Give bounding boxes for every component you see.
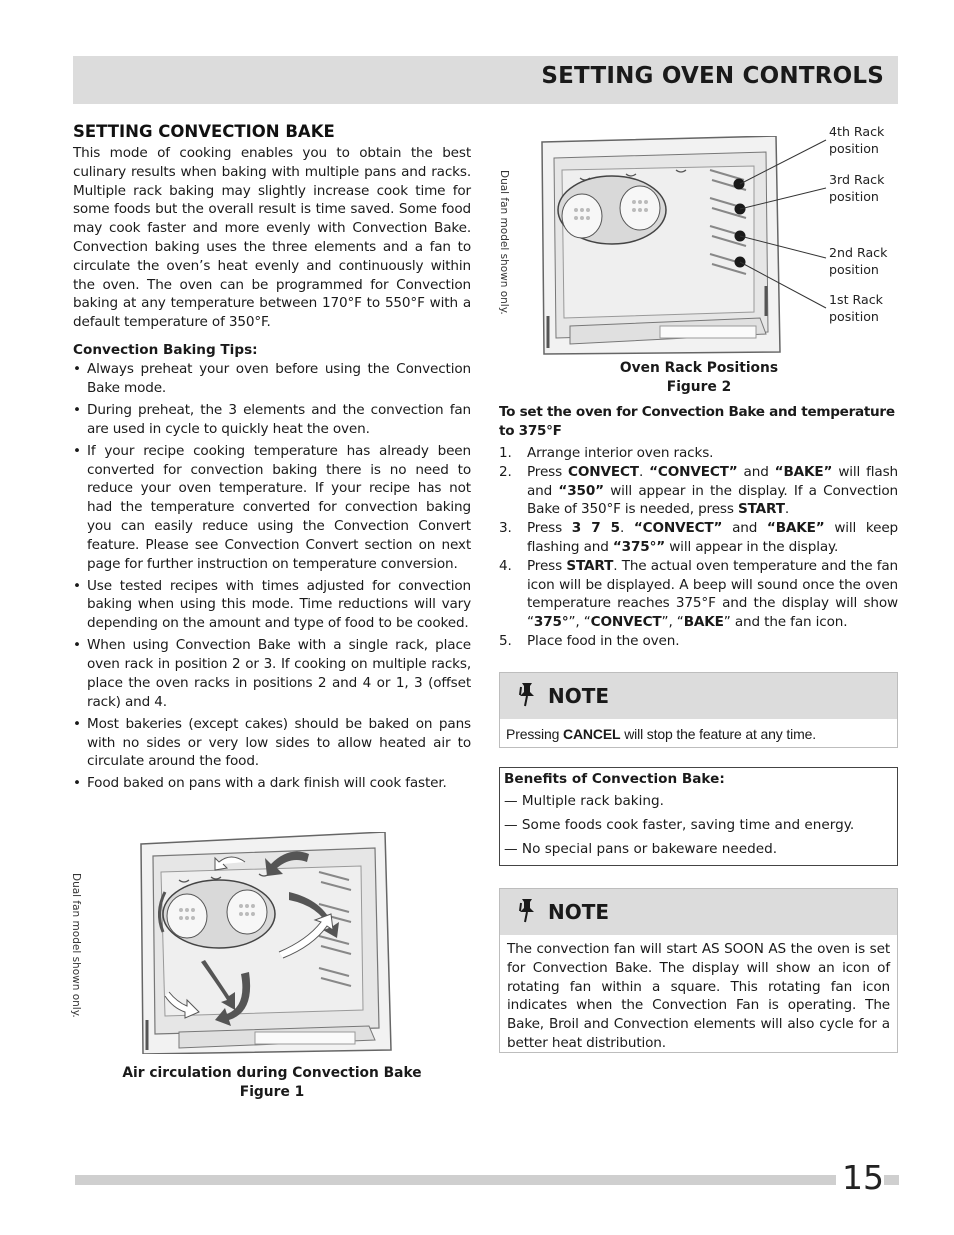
- bold-text: 3 7 5: [571, 520, 620, 537]
- tip-item: [73, 636, 471, 711]
- figure-1-air-circulation-illustration: [139, 832, 394, 1054]
- note-box-cancel: [499, 672, 898, 748]
- page-title: SETTING OVEN CONTROLS: [541, 63, 884, 89]
- tip-text: If your recipe cooking temperature has already been converted for convection baking there is no need to reduce your oven temperature. If your recipe has not had the temperature converted for convection baking you can easily reduce using the Convection Convert feature. Please see Convection Convert section on next page for further instruction on temperature conversion.: [87, 442, 471, 572]
- text-run: will stop the feature at any time.: [620, 726, 816, 742]
- step-number: 4.: [499, 557, 512, 574]
- tip-text: Always preheat your oven before using the Convection Bake mode.: [87, 360, 471, 396]
- bold-text: START: [737, 501, 785, 518]
- bullet-icon: •: [73, 442, 81, 459]
- tip-item: [73, 360, 471, 398]
- text-run: ”, “: [568, 614, 591, 631]
- figure-2-caption-title: Oven Rack Positions: [619, 360, 779, 376]
- tip-text: When using Convection Bake with a single rack, place oven rack in position 2 or 3. If cooking on multiple racks, place the oven racks in positions 2 and 4 or 1, 3 (offset rack) and 4.: [87, 637, 471, 710]
- note-header: [500, 889, 897, 935]
- rack-label-3rd-line1: 3rd Rack: [829, 172, 885, 187]
- figure-1-caption-title: Air circulation during Convection Bake: [122, 1065, 422, 1081]
- rack-label-3rd: [829, 171, 884, 205]
- bold-text: 375°: [533, 614, 569, 631]
- tip-item: [73, 401, 471, 439]
- text-run: will keep flashing and: [527, 520, 899, 555]
- note-box-convection-fan: [499, 888, 898, 1053]
- figure-1-caption: [100, 1064, 444, 1102]
- text-run: and: [722, 520, 767, 537]
- tip-text: During preheat, the 3 elements and the convection fan are used in cycle to quickly heat the oven.: [87, 401, 471, 437]
- text-run: . The actual oven temperature and the fan icon will be displayed. A beep will sound once the oven temperature reaches 375°F and the display will show “: [527, 557, 898, 631]
- figure-2-side-note: Dual fan model shown only.: [498, 170, 510, 315]
- note-body: The convection fan will start AS SOON AS the oven is set for Convection Bake. The display will show an icon of rotating fan within a square. This rotating fan icon indicates when the Convection Fan is operating. The Bake, Broil and Convection elements will also cycle for a better heat distribution.: [507, 941, 890, 1051]
- bold-text: CONVECT: [568, 463, 639, 480]
- rack-label-1st: [829, 291, 883, 325]
- bold-text: START: [566, 557, 614, 574]
- benefit-item: — Some foods cook faster, saving time and energy.: [504, 816, 855, 833]
- text-run: .: [784, 501, 790, 518]
- steps-list: [499, 444, 898, 651]
- pushpin-icon: [516, 897, 538, 927]
- pushpin-icon: [516, 681, 538, 711]
- figure-2-caption: [599, 359, 799, 397]
- rack-label-3rd-line2: position: [829, 189, 879, 204]
- tip-item: [73, 442, 471, 574]
- text-run: .: [619, 520, 634, 537]
- step-item: [499, 557, 898, 632]
- text-run: ”, “: [661, 614, 684, 631]
- rack-leader-lines: [730, 130, 830, 330]
- rack-label-2nd-line1: 2nd Rack: [829, 245, 888, 260]
- text-run: .: [638, 463, 650, 480]
- intro-paragraph: This mode of cooking enables you to obtain the best culinary results when baking with multiple pans and racks. Multiple rack baking may slightly increase cook time for some foods but the overall result is time saved. Some food may cook faster and more evenly with Convection Bake. Convection baking uses the three elements and a fan to circulate the oven’s heat evenly and continuously within the oven. The oven can be programmed for Convection baking at any temperature between 170°F to 550°F with a default temperature of 350°F.: [73, 145, 471, 331]
- step-number: 1.: [499, 445, 512, 461]
- benefits-title: Benefits of Convection Bake:: [504, 771, 725, 787]
- bold-text: “CONVECT”: [649, 463, 738, 480]
- tip-text: Food baked on pans with a dark finish will cook faster.: [87, 775, 447, 792]
- left-column: [73, 122, 471, 797]
- tip-item: [73, 774, 471, 793]
- bullet-icon: •: [73, 637, 81, 654]
- rack-label-4th-line2: position: [829, 141, 879, 156]
- section-title: SETTING CONVECTION BAKE: [73, 122, 335, 141]
- bullet-icon: •: [73, 360, 81, 377]
- step-number: 2.: [499, 463, 512, 480]
- text-run: Arrange interior oven racks.: [527, 445, 714, 461]
- text-run: will appear in the display.: [665, 538, 839, 555]
- step-item: [499, 519, 898, 557]
- bullet-icon: •: [73, 401, 81, 418]
- note-heading: NOTE: [548, 684, 610, 708]
- rack-label-4th: [829, 123, 884, 157]
- benefit-item: — Multiple rack baking.: [504, 793, 664, 809]
- bold-text: “350”: [558, 482, 604, 499]
- step-item: [499, 463, 898, 519]
- header-bar: [73, 56, 898, 104]
- text-run: Place food in the oven.: [527, 632, 680, 649]
- tips-list: [73, 360, 471, 793]
- tip-text: Use tested recipes with times adjusted for convection baking when using this mode. Time reductions will vary depending on the amount and type of food to be cooked.: [87, 577, 471, 632]
- bullet-icon: •: [73, 577, 81, 594]
- bold-text: “CONVECT”: [633, 520, 723, 537]
- step-item: [499, 632, 898, 651]
- figure-1-caption-number: Figure 1: [239, 1084, 305, 1100]
- benefit-item: — No special pans or bakeware needed.: [504, 840, 778, 857]
- bold-text: CONVECT: [590, 614, 662, 631]
- text-run: Press: [527, 557, 567, 574]
- step-item: [499, 444, 898, 463]
- bold-text: “BAKE”: [766, 520, 825, 537]
- bold-text: “BAKE”: [774, 463, 833, 480]
- bullet-icon: •: [73, 715, 81, 732]
- tip-item: [73, 577, 471, 633]
- bold-text: BAKE: [683, 614, 724, 631]
- tip-item: [73, 715, 471, 771]
- text-run: Press: [527, 463, 569, 480]
- footer-bar: [75, 1175, 899, 1185]
- note-heading: NOTE: [548, 900, 610, 924]
- benefits-box: [499, 767, 898, 866]
- text-run: and: [737, 463, 775, 480]
- page-number: 15: [836, 1158, 884, 1198]
- text-run: ” and the fan icon.: [723, 614, 848, 631]
- bold-text: CANCEL: [563, 726, 621, 742]
- rack-label-2nd: [829, 244, 887, 278]
- tips-title: Convection Baking Tips:: [73, 341, 258, 358]
- text-run: will flash and: [527, 463, 898, 499]
- bullet-icon: •: [73, 775, 81, 792]
- rack-label-4th-line1: 4th Rack: [829, 124, 885, 139]
- text-run: Pressing: [506, 726, 564, 742]
- rack-label-2nd-line2: position: [829, 262, 879, 277]
- text-run: will appear in the display. If a Convection Bake of 350°F is needed, press: [527, 482, 899, 518]
- text-run: Press: [527, 520, 572, 537]
- rack-label-1st-line2: position: [829, 309, 879, 324]
- steps-title: To set the oven for Convection Bake and temperature to 375°F: [499, 404, 895, 439]
- note-body: [500, 719, 897, 748]
- tip-text: Most bakeries (except cakes) should be baked on pans with no sides or very low sides to allow heated air to circulate around the food.: [87, 715, 471, 770]
- step-number: 5.: [499, 632, 512, 649]
- step-number: 3.: [499, 520, 512, 537]
- bold-text: “375°”: [612, 538, 666, 555]
- note-header: [500, 673, 897, 719]
- figure-1-side-note: Dual fan model shown only.: [70, 873, 82, 1018]
- figure-2-caption-number: Figure 2: [666, 379, 732, 395]
- rack-label-1st-line1: 1st Rack: [829, 292, 883, 307]
